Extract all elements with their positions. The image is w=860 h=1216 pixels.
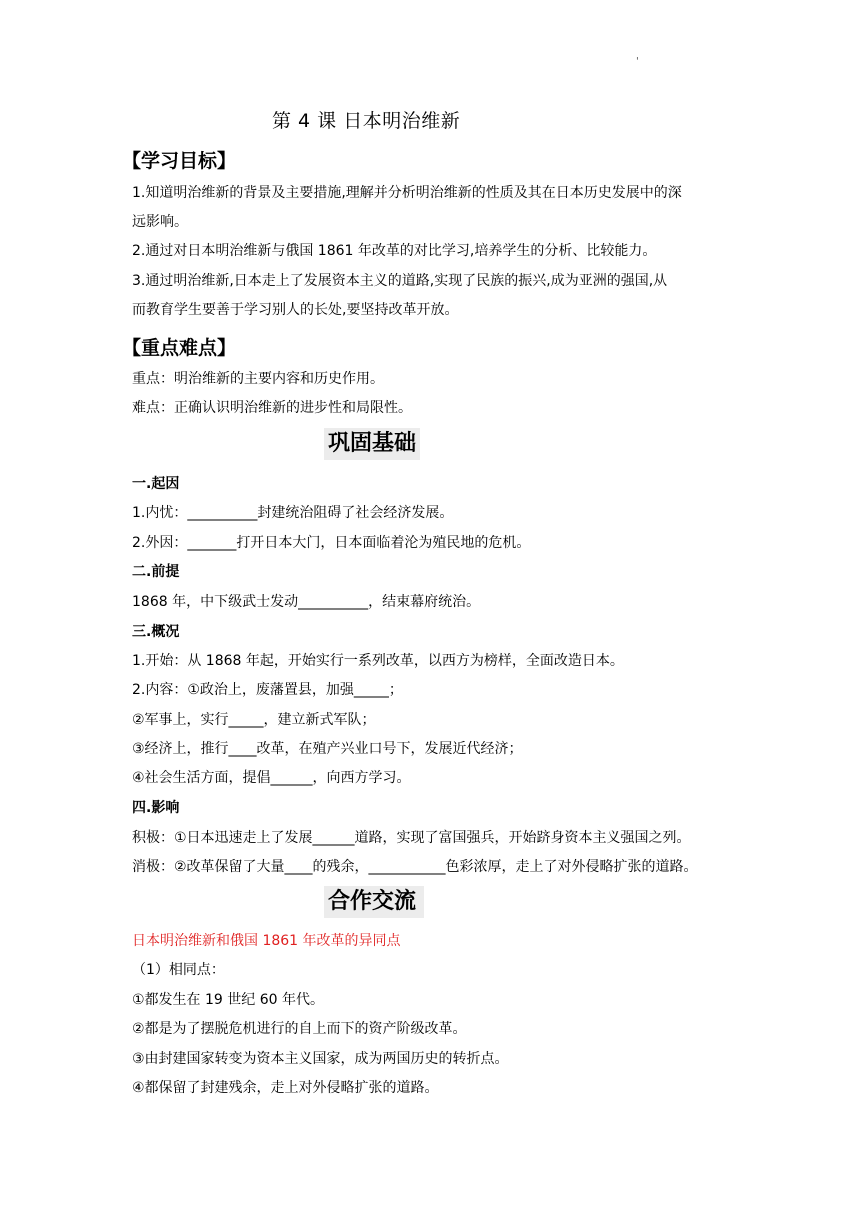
coop-line: ②都是为了摆脱危机进行的自上而下的资产阶级改革。 <box>132 1021 467 1037</box>
goal-line: 而教育学生要善于学习别人的长处,要坚持改革开放。 <box>132 302 459 318</box>
coop-subtitle: 日本明治维新和俄国 1861 年改革的异同点 <box>132 933 401 949</box>
fill-line: 1.内忧：__________封建统治阻碍了社会经济发展。 <box>132 505 454 521</box>
basics-banner: 巩固基础 <box>324 428 420 460</box>
key-points-heading: 【重点难点】 <box>122 337 237 359</box>
fill-line: ③经济上，推行____改革，在殖产兴业口号下，发展近代经济； <box>132 741 523 757</box>
coop-banner: 合作交流 <box>324 886 424 918</box>
fill-line: ④社会生活方面，提倡______，向西方学习。 <box>132 770 411 786</box>
coop-line: ①都发生在 19 世纪 60 年代。 <box>132 992 324 1008</box>
fill-line: 积极：①日本迅速走上了发展______道路，实现了富国强兵，开始跻身资本主义强国之列。 <box>132 830 691 846</box>
key-point-line: 重点：明治维新的主要内容和历史作用。 <box>132 371 384 387</box>
fill-line: 1868 年，中下级武士发动__________，结束幕府统治。 <box>132 594 481 610</box>
key-point-line: 难点：正确认识明治维新的进步性和局限性。 <box>132 400 412 416</box>
section-heading: 二.前提 <box>132 564 180 580</box>
fill-line: 消极：②改革保留了大量____的残余，___________色彩浓厚，走上了对外侵略扩张的道路。 <box>132 859 698 875</box>
fill-line: 2.外因：_______打开日本大门，日本面临着沦为殖民地的危机。 <box>132 535 531 551</box>
goal-line: 远影响。 <box>132 214 188 230</box>
page-title: 第 4 课 日本明治维新 <box>272 110 461 132</box>
goals-heading: 【学习目标】 <box>122 150 237 172</box>
section-heading: 一.起因 <box>132 476 180 492</box>
fill-line: 1.开始：从 1868 年起，开始实行一系列改革，以西方为榜样，全面改造日本。 <box>132 653 624 669</box>
goal-line: 1.知道明治维新的背景及主要措施,理解并分析明治维新的性质及其在日本历史发展中的深 <box>132 185 682 201</box>
coop-line: ③由封建国家转变为资本主义国家，成为两国历史的转折点。 <box>132 1051 509 1067</box>
fill-line: ②军事上，实行_____，建立新式军队； <box>132 712 376 728</box>
goal-line: 3.通过明治维新,日本走上了发展资本主义的道路,实现了民族的振兴,成为亚洲的强国,从 <box>132 273 668 289</box>
fill-line: 2.内容：①政治上，废藩置县，加强_____； <box>132 682 403 698</box>
header-mark: ' <box>636 56 639 67</box>
coop-line: ④都保留了封建残余，走上对外侵略扩张的道路。 <box>132 1080 439 1096</box>
section-heading: 三.概况 <box>132 624 180 640</box>
coop-line: （1）相同点： <box>132 962 225 978</box>
goal-line: 2.通过对日本明治维新与俄国 1861 年改革的对比学习,培养学生的分析、比较能力。 <box>132 243 657 259</box>
section-heading: 四.影响 <box>132 800 180 816</box>
